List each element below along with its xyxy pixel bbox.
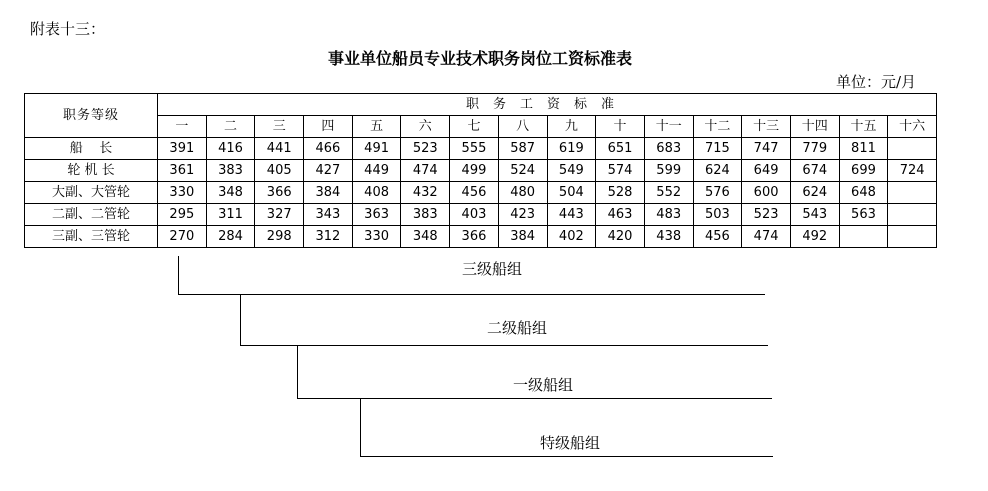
wage-value-cell: 587 [498,138,547,160]
duty-label-cell: 轮 机 长 [25,160,158,182]
wage-value-cell [888,138,937,160]
wage-value-cell: 284 [206,226,255,248]
table-row [25,226,937,248]
grade-header-cell: 七 [450,116,499,138]
grade-header-cell: 十三 [742,116,791,138]
appendix-label: 附表十三： [30,20,106,38]
wage-value-cell: 420 [596,226,645,248]
grade-header-cell: 二 [206,116,255,138]
wage-value-cell: 383 [206,160,255,182]
wage-value-cell: 298 [255,226,304,248]
wage-value-cell: 492 [790,226,839,248]
wage-value-cell: 295 [158,204,207,226]
wage-value-cell: 384 [304,182,353,204]
wage-value-cell: 619 [547,138,596,160]
wage-value-cell: 432 [401,182,450,204]
wage-value-cell: 747 [742,138,791,160]
wage-value-cell: 699 [839,160,888,182]
grade-header-cell: 九 [547,116,596,138]
wage-value-cell: 312 [304,226,353,248]
wage-value-cell: 438 [644,226,693,248]
grade-header-cell: 一 [158,116,207,138]
wage-value-cell: 449 [352,160,401,182]
wage-value-cell: 503 [693,204,742,226]
wage-value-cell: 480 [498,182,547,204]
wage-value-cell: 504 [547,182,596,204]
wage-value-cell: 649 [742,160,791,182]
wage-value-cell: 361 [158,160,207,182]
wage-value-cell: 384 [498,226,547,248]
table-row [25,204,937,226]
grade-header-cell: 四 [304,116,353,138]
wage-value-cell: 474 [401,160,450,182]
wage-value-cell: 779 [790,138,839,160]
wage-value-cell [888,182,937,204]
wage-value-cell: 402 [547,226,596,248]
special-crew-group-label: 特级船组 [540,434,601,452]
wage-value-cell: 363 [352,204,401,226]
wage-value-cell: 330 [158,182,207,204]
wage-value-cell: 348 [206,182,255,204]
wage-value-cell: 456 [693,226,742,248]
wage-value-cell: 552 [644,182,693,204]
wage-value-cell: 311 [206,204,255,226]
wage-value-cell: 270 [158,226,207,248]
grade-header-cell: 三 [255,116,304,138]
wage-value-cell: 576 [693,182,742,204]
wage-value-cell: 549 [547,160,596,182]
wage-value-cell: 383 [401,204,450,226]
third-crew-group-label: 三级船组 [462,260,523,278]
table-title: 事业单位船员专业技术职务岗位工资标准表 [327,49,632,68]
wage-standard-header: 职务工资标准 [158,94,937,116]
second-crew-group-label: 二级船组 [487,319,548,337]
wage-value-cell: 651 [596,138,645,160]
table-row [25,138,937,160]
wage-value-cell: 456 [450,182,499,204]
wage-value-cell: 348 [401,226,450,248]
wage-value-cell: 408 [352,182,401,204]
wage-value-cell: 391 [158,138,207,160]
grade-header-cell: 十六 [888,116,937,138]
wage-value-cell: 648 [839,182,888,204]
grade-header-cell: 十二 [693,116,742,138]
first-crew-group-label: 一级船组 [513,376,574,394]
wage-value-cell: 330 [352,226,401,248]
third-group-bracket-vertical [178,256,179,294]
second-group-bracket-line [240,345,768,346]
wage-value-cell: 463 [596,204,645,226]
wage-value-cell: 683 [644,138,693,160]
wage-value-cell: 599 [644,160,693,182]
wage-value-cell: 366 [450,226,499,248]
wage-value-cell: 366 [255,182,304,204]
wage-value-cell: 466 [304,138,353,160]
duty-label-cell: 二副、二管轮 [25,204,158,226]
third-group-bracket-line [178,294,765,295]
wage-value-cell: 524 [498,160,547,182]
table-row [25,182,937,204]
special-group-bracket-line [360,456,773,457]
wage-value-cell: 543 [790,204,839,226]
wage-value-cell: 715 [693,138,742,160]
wage-value-cell: 574 [596,160,645,182]
wage-value-cell: 423 [498,204,547,226]
wage-value-cell: 483 [644,204,693,226]
grade-header-row [25,116,937,138]
wage-table [24,93,937,248]
first-group-bracket-line [297,398,772,399]
wage-value-cell: 563 [839,204,888,226]
grade-header-cell: 十一 [644,116,693,138]
special-group-bracket-vertical [360,399,361,456]
wage-value-cell: 343 [304,204,353,226]
wage-value-cell: 724 [888,160,937,182]
wage-value-cell: 523 [401,138,450,160]
duty-grade-header: 职务等级 [25,94,158,138]
duty-label-cell: 三副、三管轮 [25,226,158,248]
grade-header-cell: 六 [401,116,450,138]
wage-value-cell: 624 [693,160,742,182]
grade-header-cell: 十五 [839,116,888,138]
duty-label-cell: 船 长 [25,138,158,160]
wage-value-cell: 443 [547,204,596,226]
wage-value-cell: 327 [255,204,304,226]
wage-value-cell [839,226,888,248]
grade-header-cell: 十 [596,116,645,138]
wage-value-cell: 528 [596,182,645,204]
wage-value-cell: 811 [839,138,888,160]
wage-value-cell: 499 [450,160,499,182]
unit-label: 单位：元/月 [836,73,917,91]
grade-header-cell: 五 [352,116,401,138]
grade-header-cell: 十四 [790,116,839,138]
wage-value-cell: 523 [742,204,791,226]
wage-value-cell: 427 [304,160,353,182]
wage-value-cell: 600 [742,182,791,204]
wage-value-cell: 491 [352,138,401,160]
wage-value-cell [888,204,937,226]
grade-header-cell: 八 [498,116,547,138]
table-header-row [25,94,937,116]
wage-value-cell: 624 [790,182,839,204]
wage-value-cell: 674 [790,160,839,182]
wage-value-cell: 555 [450,138,499,160]
wage-value-cell: 416 [206,138,255,160]
wage-value-cell: 405 [255,160,304,182]
wage-value-cell: 474 [742,226,791,248]
wage-value-cell: 441 [255,138,304,160]
table-row [25,160,937,182]
duty-label-cell: 大副、大管轮 [25,182,158,204]
wage-value-cell: 403 [450,204,499,226]
first-group-bracket-vertical [297,346,298,398]
wage-value-cell [888,226,937,248]
second-group-bracket-vertical [240,295,241,345]
